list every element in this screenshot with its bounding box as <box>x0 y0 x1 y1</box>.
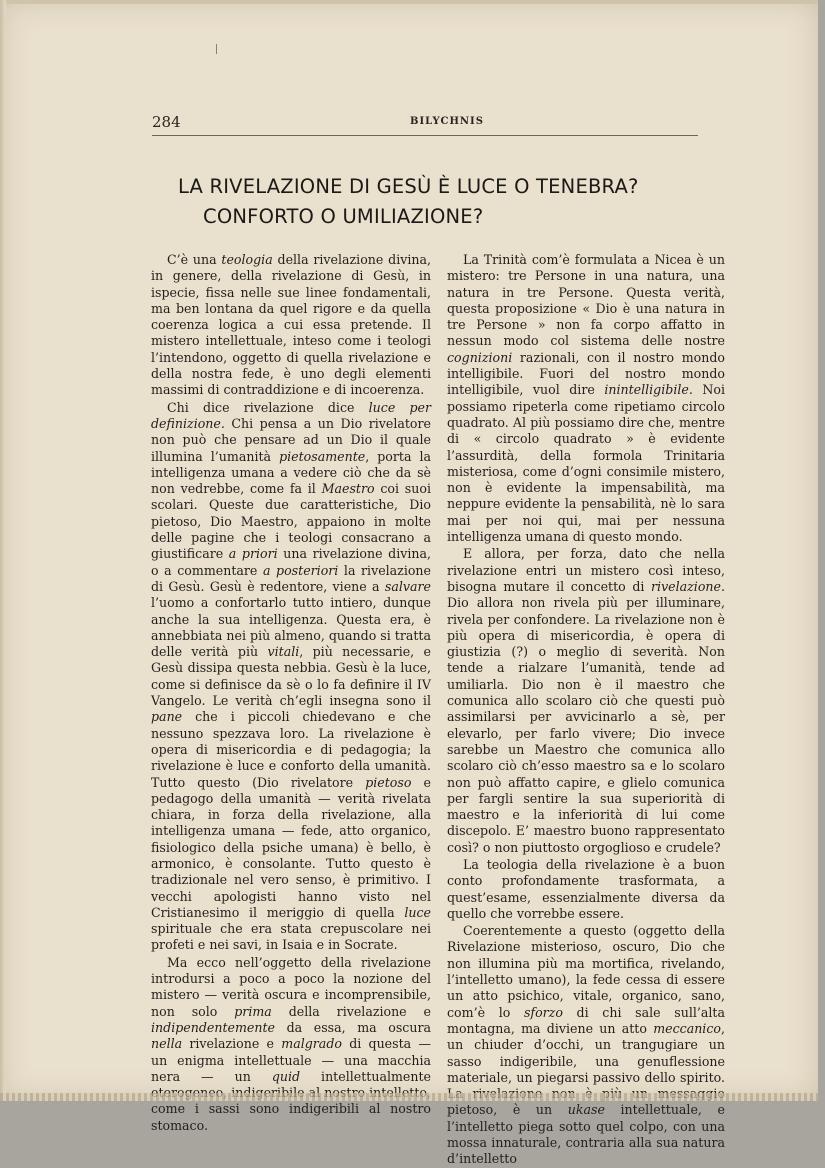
title-line-1: LA RIVELAZIONE DI GESÙ È LUCE O TENEBRA? <box>178 175 639 198</box>
page-top-edge <box>0 0 818 4</box>
paper-mark <box>216 44 217 54</box>
left-column <box>151 252 431 1134</box>
page-header <box>152 113 698 136</box>
paragraph: La Trinità com’è formulata a Nicea è un mistero: tre Persone in una natura, una natura in tre Persone. Questa verità, questa proposizione « Dio è una natura in tre Persone » non fa corpo affatto in nessun modo col sistema delle nostre cognizioni razionali, con il nostro mondo intelligibile. Fuori del nostro mondo intelligibile, vuol dire inintelligibile. Noi possiamo ripeterla come ripetiamo circolo quadrato. Al più possiamo dire che, mentre di « circolo quadrato » è evidente l’assurdità, della formola Trinitaria misteriosa, come d’ogni consimile mistero, non è evidente la impensabilità, ma neppure evidente la pensabilità, nè lo sara mai per noi qui, mai per nessuna intelligenza umana di questo mondo. <box>447 252 725 545</box>
paragraph: Ma ecco nell’oggetto della rivelazione introdursi a poco a poco la nozione del mistero — verità oscura e incomprensibile, non solo prima della rivelazione e indipendentemente da essa, ma oscura nella rivelazione e malgrado di questa — un enigma intellettuale — una macchia nera — un quid intellettualmente come i sassi sono indigeribili al nostro stomaco. <box>151 954 431 1133</box>
paragraph: La teologia della rivelazione è a buon conto profondamente trasformata, a quest’esame, essenzialmente diversa da quello che vorrebbe essere. <box>447 856 725 921</box>
article-title <box>178 172 698 232</box>
page-bottom-edge <box>0 1093 818 1101</box>
paragraph: Coerentemente a questo (oggetto della Rivelazione misterioso, oscuro, Dio che non illumina più ma mortifica, rivelando, l’intelletto umano), la fede cessa di essere un atto psichico, vitale, organico, sano, com’è lo sforzo di chi sale sull’alta montagna, ma diviene un atto meccanico, un chiuder d’occhi, un trangugiare un sasso indigeribile, una genuflessione materiale, un piegarsi passivo dello spirito. pietoso, è un ukase intellettuale, e l’intelletto piega sotto quel colpo, con una mossa innaturale, contraria alla sua natura d’intelletto <box>447 923 725 1167</box>
page-number: 284 <box>152 113 181 131</box>
paragraph: Chi dice rivelazione dice luce per definizione. Chi pensa a un Dio rivelatore non può che pensare ad un Dio il quale illumina l’umanità pietosamente, porta la intelligenza umana a vedere ciò che da sè non vedrebbe, come fa il Maestro coi suoi scolari. Queste due caratteristiche, Dio pietoso, Dio Maestro, appaiono in molte delle pagine che i teologi consacrano a giustificare a priori una rivelazione divina, o a commentare a posteriori la rivelazione di Gesù. Gesù è redentore, viene a salvare l’uomo a confortarlo tutto intiero, dunque anche la sua intelligenza. Questa era, è annebbiata nei più almeno, quando si tratta delle verità più vitali, più necessarie, e Gesù dissipa questa nebbia. Gesù è la luce, come si definisce da sè o lo fa definire il IV Vangelo. Le verità ch’egli insegna sono il pane che i piccoli chiedevano e che nessuno spezzava loro. La rivelazione è opera di misericordia e di pedagogia; la rivelazione è luce e conforto della umanità. Tutto questo (Dio rivelatore pietoso e pedagogo della umanità — verità rivelata chiara, in forza della rivelazione, alla intelligenza umana — fede, atto organico, fisiologico della psiche umana) è bello, è armonico, è consolante. Tutto questo è tradizionale nel vero senso, è primitivo. I vecchi apologisti hanno visto nel Cristianesimo il meriggio di quella luce spirituale che era stata crepuscolare nei profeti e nei savi, in Isaia e in Socrate. <box>151 399 431 953</box>
right-column <box>447 252 725 1168</box>
paragraph: C’è una teologia della rivelazione divina, in genere, della rivelazione di Gesù, in ispecie, fissa nelle sue linee fondamentali, ma ben lontana da quel rigore e da quella coerenza logica a cui essa pretende. Il mistero intellettuale, inteso come i teologi l’intendono, oggetto di quella rivelazione e della nostra fede, è uno degli elementi massimi di contraddizione e di incoerenza. <box>151 252 431 398</box>
running-title: BILYCHNIS <box>410 116 484 127</box>
paragraph: E allora, per forza, dato che nella rivelazione entri un mistero così inteso, bisogna mutare il concetto di rivelazione. Dio allora non rivela più per illuminare, rivela per confondere. La rivelazione non è più opera di misericordia, è opera di giustizia (?) o meglio di severità. Non tende a rialzare l’umanità, tende ad umiliarla. Dio non è il maestro che comunica allo scolaro ciò che questi può assimilarsi per avvicinarlo a sè, per elevarlo, per farlo vivere; Dio invece sarebbe un Maestro che comunica allo scolaro ciò ch’esso maestro sa e lo scolaro non può affatto capire, e glielo comunica per fargli sentire la sua superiorità di maestro e la inferiorità di lui come discepolo. E’ maestro buono rappresentato così? o non piuttosto orgoglioso e crudele? <box>447 546 725 855</box>
page-left-edge <box>0 0 6 1101</box>
title-line-2: CONFORTO O UMILIAZIONE? <box>203 205 484 228</box>
